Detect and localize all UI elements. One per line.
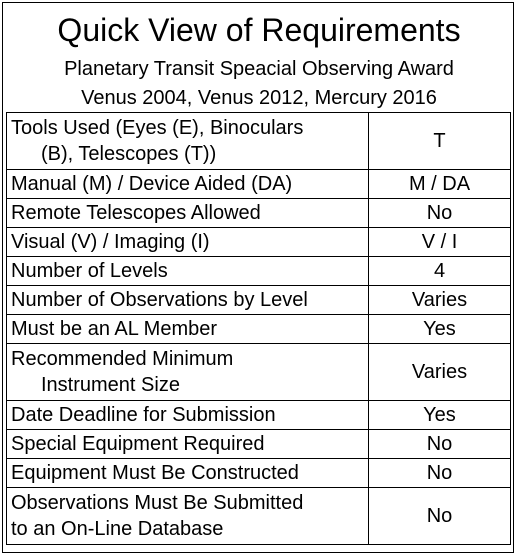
table-row bbox=[7, 459, 511, 488]
table-row bbox=[7, 430, 511, 459]
requirement-label: Tools Used (Eyes (E), Binoculars (B), Telescopes (T)) bbox=[7, 113, 369, 170]
table-row bbox=[7, 199, 511, 228]
requirement-label: Special Equipment Required bbox=[7, 430, 369, 459]
requirement-label: Observations Must Be Submitted to an On-Line Database bbox=[7, 488, 369, 545]
table-row bbox=[7, 286, 511, 315]
requirement-value: Varies bbox=[369, 286, 511, 315]
requirement-value: T bbox=[369, 113, 511, 170]
table-row bbox=[7, 228, 511, 257]
requirement-label: Remote Telescopes Allowed bbox=[7, 199, 369, 228]
award-name: Planetary Transit Speacial Observing Award bbox=[64, 57, 454, 80]
table-row bbox=[7, 488, 511, 545]
requirements-table bbox=[6, 112, 511, 545]
requirement-value: 4 bbox=[369, 257, 511, 286]
requirement-label: Date Deadline for Submission bbox=[7, 401, 369, 430]
transit-events: Venus 2004, Venus 2012, Mercury 2016 bbox=[81, 86, 437, 109]
table-row bbox=[7, 315, 511, 344]
requirement-label: Must be an AL Member bbox=[7, 315, 369, 344]
requirement-label: Equipment Must Be Constructed bbox=[7, 459, 369, 488]
table-row bbox=[7, 113, 511, 170]
requirement-label: Number of Observations by Level bbox=[7, 286, 369, 315]
table-row bbox=[7, 401, 511, 430]
requirement-value: No bbox=[369, 430, 511, 459]
page-title: Quick View of Requirements bbox=[57, 12, 461, 48]
table-row bbox=[7, 344, 511, 401]
requirement-value: Yes bbox=[369, 401, 511, 430]
requirement-value: V / I bbox=[369, 228, 511, 257]
requirement-value: No bbox=[369, 488, 511, 545]
table-row bbox=[7, 170, 511, 199]
requirement-label: Number of Levels bbox=[7, 257, 369, 286]
table-row bbox=[7, 257, 511, 286]
requirement-label: Manual (M) / Device Aided (DA) bbox=[7, 170, 369, 199]
requirement-value: No bbox=[369, 199, 511, 228]
requirement-value: Yes bbox=[369, 315, 511, 344]
requirement-label: Visual (V) / Imaging (I) bbox=[7, 228, 369, 257]
requirement-label: Recommended Minimum Instrument Size bbox=[7, 344, 369, 401]
requirement-value: Varies bbox=[369, 344, 511, 401]
requirement-value: No bbox=[369, 459, 511, 488]
requirement-value: M / DA bbox=[369, 170, 511, 199]
